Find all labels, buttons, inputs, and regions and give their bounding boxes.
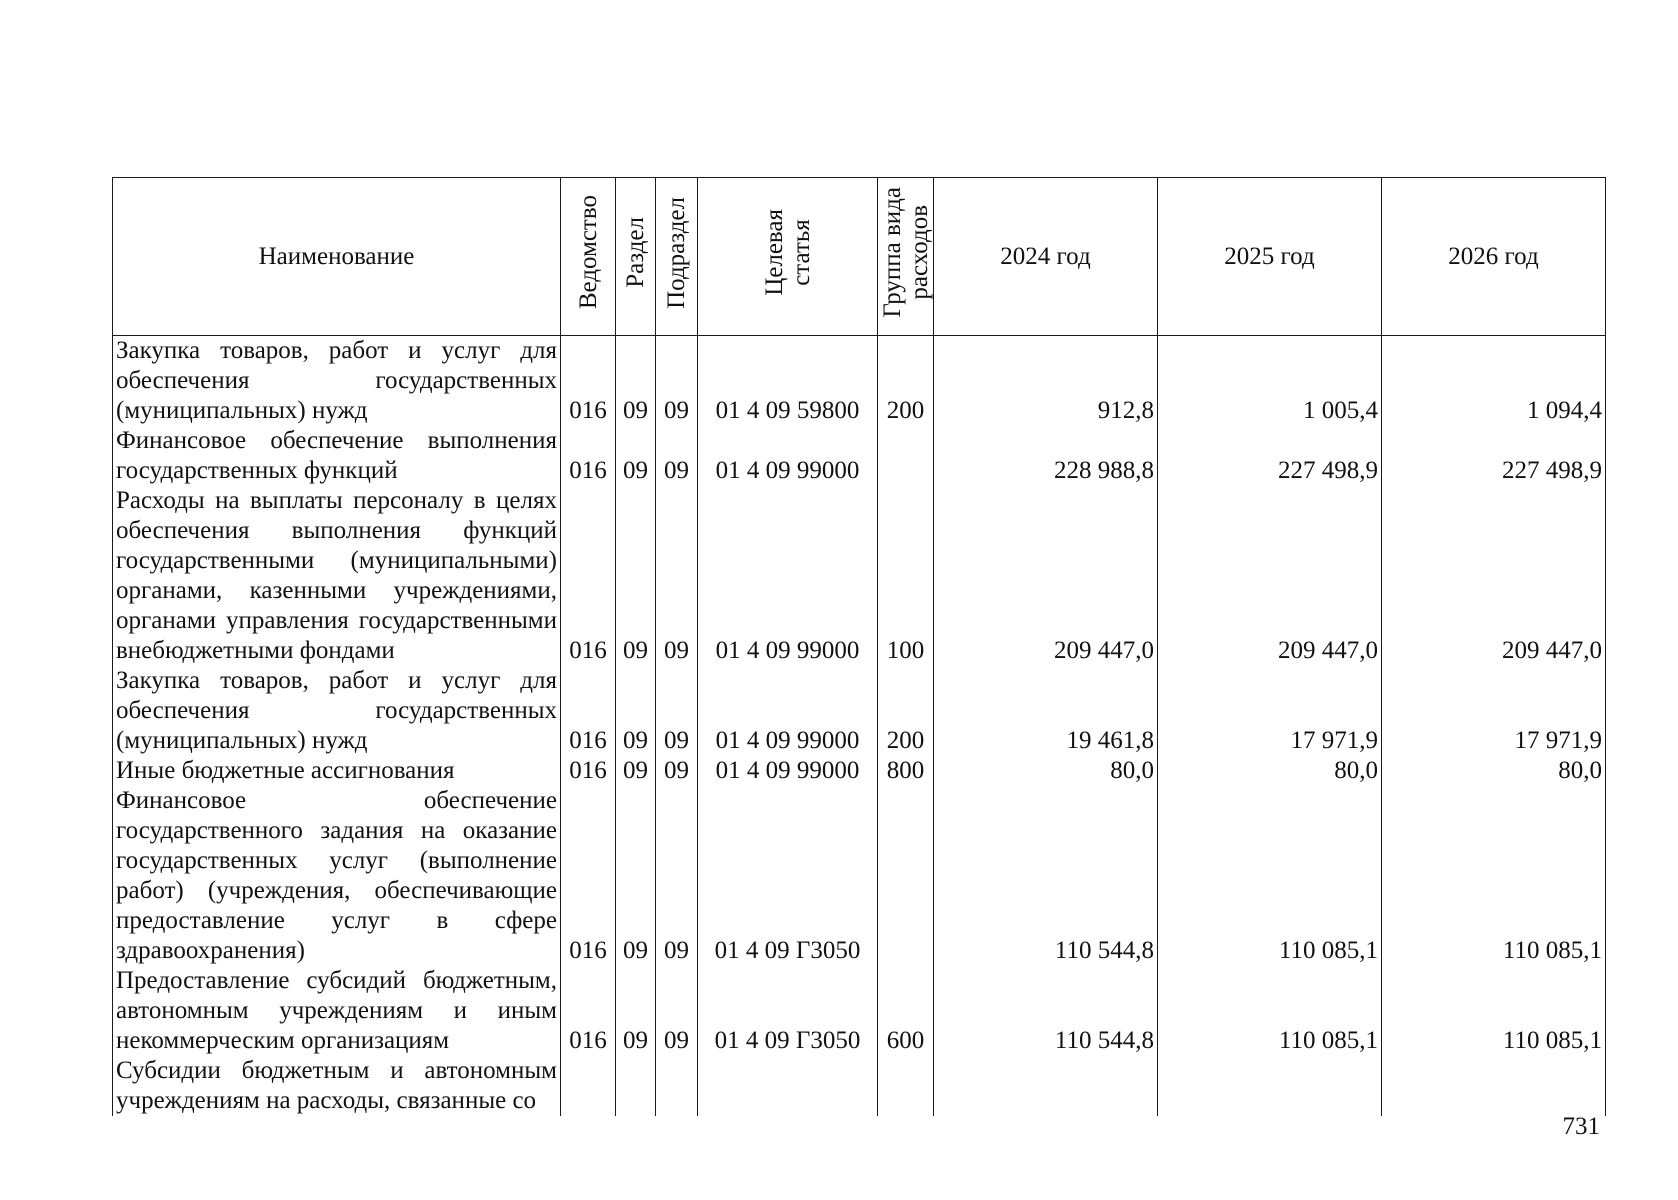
header-2026-label: 2026 год bbox=[1448, 242, 1539, 270]
row-vedomstvo: 016 bbox=[561, 966, 616, 1056]
row-gruppa bbox=[878, 786, 934, 966]
row-2026: 80,0 bbox=[1382, 756, 1606, 786]
row-vedomstvo: 016 bbox=[561, 426, 616, 486]
row-name: Субсидии бюджетным и автономным учреждениям на расходы, связанные со bbox=[113, 1056, 561, 1116]
row-vedomstvo: 016 bbox=[561, 486, 616, 666]
header-tselevaya-line1: Целевая bbox=[760, 209, 788, 296]
row-tselevaya: 01 4 09 99000 bbox=[698, 426, 878, 486]
row-2024 bbox=[934, 1056, 1158, 1116]
row-razdel: 09 bbox=[616, 486, 656, 666]
row-razdel: 09 bbox=[616, 666, 656, 756]
row-name: Закупка товаров, работ и услуг для обеспечения государственных (муниципальных) нужд bbox=[113, 666, 561, 756]
row-2026 bbox=[1382, 1056, 1606, 1116]
row-razdel bbox=[616, 1056, 656, 1116]
page-number: 731 bbox=[1562, 1113, 1600, 1140]
header-name bbox=[113, 178, 561, 336]
row-vedomstvo: 016 bbox=[561, 786, 616, 966]
row-2025: 1 005,4 bbox=[1158, 336, 1382, 427]
header-razdel bbox=[616, 178, 656, 336]
row-tselevaya: 01 4 09 59800 bbox=[698, 336, 878, 427]
row-2025: 80,0 bbox=[1158, 756, 1382, 786]
row-gruppa: 200 bbox=[878, 336, 934, 427]
row-razdel: 09 bbox=[616, 756, 656, 786]
row-2025 bbox=[1158, 1056, 1382, 1116]
row-name: Закупка товаров, работ и услуг для обеспечения государственных (муниципальных) нужд bbox=[113, 336, 561, 427]
row-tselevaya bbox=[698, 1056, 878, 1116]
header-gruppa-line1: Группа вида bbox=[878, 187, 906, 318]
row-gruppa: 100 bbox=[878, 486, 934, 666]
header-2025-label: 2025 год bbox=[1224, 242, 1315, 270]
row-razdel: 09 bbox=[616, 786, 656, 966]
row-vedomstvo: 016 bbox=[561, 666, 616, 756]
header-2025 bbox=[1158, 178, 1382, 336]
row-2026: 17 971,9 bbox=[1382, 666, 1606, 756]
row-2026: 110 085,1 bbox=[1382, 966, 1606, 1056]
header-2026 bbox=[1382, 178, 1606, 336]
row-2024: 80,0 bbox=[934, 756, 1158, 786]
row-razdel: 09 bbox=[616, 966, 656, 1056]
row-name: Расходы на выплаты персоналу в целях обеспечения выполнения функций государственными (муниципальными) органами, казенными учреждениями, органами управления государственными внебюджетными фондами bbox=[113, 486, 561, 666]
row-2026: 227 498,9 bbox=[1382, 426, 1606, 486]
row-name: Иные бюджетные ассигнования bbox=[113, 756, 561, 786]
row-podrazdel bbox=[656, 1056, 698, 1116]
row-2025: 110 085,1 bbox=[1158, 786, 1382, 966]
header-podrazdel-label: Подраздел bbox=[663, 196, 690, 309]
header-gruppa bbox=[878, 178, 934, 336]
row-tselevaya: 01 4 09 99000 bbox=[698, 756, 878, 786]
header-gruppa-label bbox=[879, 187, 933, 318]
header-tselevaya bbox=[698, 178, 878, 336]
row-2026: 209 447,0 bbox=[1382, 486, 1606, 666]
row-razdel: 09 bbox=[616, 426, 656, 486]
row-gruppa: 600 bbox=[878, 966, 934, 1056]
table-row bbox=[113, 756, 1606, 786]
row-2026: 1 094,4 bbox=[1382, 336, 1606, 427]
header-2024 bbox=[934, 178, 1158, 336]
row-name: Финансовое обеспечение выполнения государственных функций bbox=[113, 426, 561, 486]
header-vedomstvo-label: Ведомство bbox=[574, 195, 602, 310]
table-row bbox=[113, 426, 1606, 486]
row-gruppa bbox=[878, 426, 934, 486]
header-tselevaya-label bbox=[761, 209, 815, 296]
row-2026: 110 085,1 bbox=[1382, 786, 1606, 966]
header-2024-label: 2024 год bbox=[1000, 242, 1091, 270]
row-2025: 17 971,9 bbox=[1158, 666, 1382, 756]
row-vedomstvo bbox=[561, 1056, 616, 1116]
row-podrazdel: 09 bbox=[656, 336, 698, 427]
header-gruppa-line2: расходов bbox=[905, 205, 933, 300]
table-row bbox=[113, 336, 1606, 427]
row-2024: 19 461,8 bbox=[934, 666, 1158, 756]
row-2024: 912,8 bbox=[934, 336, 1158, 427]
row-tselevaya: 01 4 09 Г3050 bbox=[698, 966, 878, 1056]
row-2025: 227 498,9 bbox=[1158, 426, 1382, 486]
row-podrazdel: 09 bbox=[656, 786, 698, 966]
row-2024: 209 447,0 bbox=[934, 486, 1158, 666]
row-tselevaya: 01 4 09 99000 bbox=[698, 666, 878, 756]
row-2024: 110 544,8 bbox=[934, 966, 1158, 1056]
row-podrazdel: 09 bbox=[656, 666, 698, 756]
table-row bbox=[113, 966, 1606, 1056]
row-podrazdel: 09 bbox=[656, 966, 698, 1056]
table-row bbox=[113, 1056, 1606, 1116]
row-name: Финансовое обеспечение государственного задания на оказание государственных услуг (выполнение работ) (учреждения, обеспечивающие предоставление услуг в сфере здравоохранения) bbox=[113, 786, 561, 966]
header-razdel-label: Раздел bbox=[622, 217, 649, 288]
row-name: Предоставление субсидий бюджетным, автономным учреждениям и иным некоммерческим организациям bbox=[113, 966, 561, 1056]
row-gruppa: 800 bbox=[878, 756, 934, 786]
row-2025: 209 447,0 bbox=[1158, 486, 1382, 666]
row-podrazdel: 09 bbox=[656, 486, 698, 666]
header-podrazdel bbox=[656, 178, 698, 336]
table-row bbox=[113, 666, 1606, 756]
row-vedomstvo: 016 bbox=[561, 336, 616, 427]
header-tselevaya-line2: статья bbox=[787, 219, 815, 286]
row-podrazdel: 09 bbox=[656, 426, 698, 486]
row-2024: 110 544,8 bbox=[934, 786, 1158, 966]
row-podrazdel: 09 bbox=[656, 756, 698, 786]
row-tselevaya: 01 4 09 Г3050 bbox=[698, 786, 878, 966]
table-row bbox=[113, 486, 1606, 666]
row-2025: 110 085,1 bbox=[1158, 966, 1382, 1056]
row-vedomstvo: 016 bbox=[561, 756, 616, 786]
row-tselevaya: 01 4 09 99000 bbox=[698, 486, 878, 666]
budget-table bbox=[112, 177, 1606, 1116]
row-razdel: 09 bbox=[616, 336, 656, 427]
row-2024: 228 988,8 bbox=[934, 426, 1158, 486]
row-gruppa bbox=[878, 1056, 934, 1116]
header-name-label: Наименование bbox=[258, 242, 415, 270]
table-header-row bbox=[113, 178, 1606, 336]
table-row bbox=[113, 786, 1606, 966]
header-vedomstvo bbox=[561, 178, 616, 336]
row-gruppa: 200 bbox=[878, 666, 934, 756]
